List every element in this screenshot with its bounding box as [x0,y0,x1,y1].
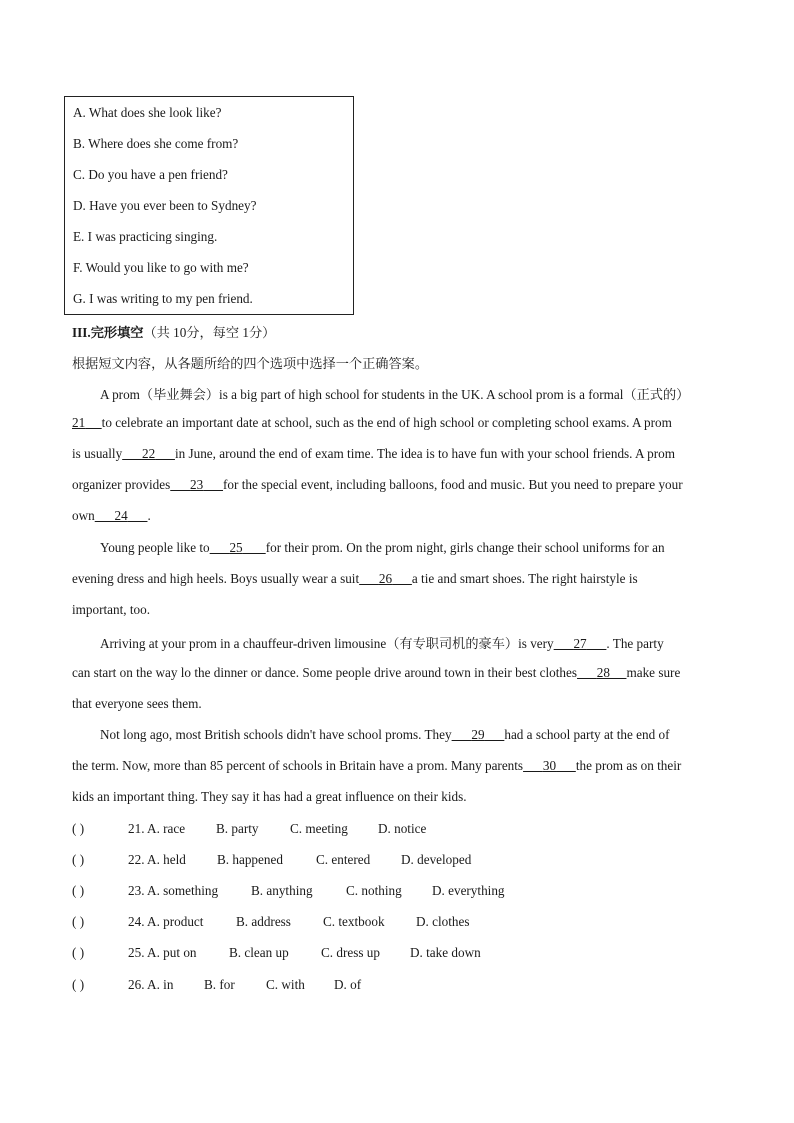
blank-24: 24 [114,508,128,523]
passage-line-8: important, too. [72,602,151,617]
options-box [64,96,354,315]
blank-25: 25 [229,540,243,555]
blank-22: 22 [141,446,156,461]
blank-21: 21 [72,415,86,430]
passage-line-12: Not long ago, most British schools didn't have school proms. They 29 had a school party at the end of [100,727,670,742]
question-23: ( ) 23. A. something B. anything C. nothing D. everything [72,883,505,898]
passage-line-13: the term. Now, more than 85 percent of schools in Britain have a prom. Many parents 30 the prom as on their [72,758,682,773]
answer-paren[interactable]: ( ) [72,914,85,929]
section-instruction: 根据短文内容，从各题所给的四个选项中选择一个正确答案。 [72,356,429,371]
option-f: F. Would you like to go with me? [73,260,249,275]
section-title: III.完形填空 [72,325,144,340]
passage-line-4: organizer provides 23 for the special event, including balloons, food and music. But you need to prepare your [72,477,683,492]
blank-28: 28 [596,665,610,680]
passage-line-10: can start on the way lo the dinner or dance. Some people drive around town in their best clothes 28 make sure [72,665,681,680]
passage-line-3: is usually 22 in June, around the end of exam time. The idea is to have fun with your school friends. A prom [72,446,675,461]
passage-line-1: A prom（毕业舞会）is a big part of high school for students in the UK. A school prom is a formal（正式的） [100,387,690,402]
answer-paren[interactable]: ( ) [72,852,85,867]
blank-26: 26 [378,571,393,586]
answer-paren[interactable]: ( ) [72,883,85,898]
option-d: D. Have you ever been to Sydney? [73,198,257,213]
passage-line-6: Young people like to 25 for their prom. On the prom night, girls change their school uniforms for an [100,540,665,555]
blank-30: 30 [542,758,557,773]
answer-paren[interactable]: ( ) [72,945,85,960]
question-24: ( ) 24. A. product B. address C. textbook D. clothes [72,914,470,929]
option-e: E. I was practicing singing. [73,229,218,244]
passage-line-5: own 24 . [72,508,151,523]
blank-23: 23 [190,477,204,492]
question-21: ( ) 21. A. race B. party C. meeting D. notice [72,821,427,836]
passage-line-7: evening dress and high heels. Boys usually wear a suit 26 a tie and smart shoes. The right hairstyle is [72,571,638,586]
option-b: B. Where does she come from? [73,136,239,151]
option-a: A. What does she look like? [73,105,222,120]
question-25: ( ) 25. A. put on B. clean up C. dress up D. take down [72,945,481,960]
answer-paren[interactable]: ( ) [72,977,85,992]
passage-line-11: that everyone sees them. [72,696,202,711]
option-g: G. I was writing to my pen friend. [73,291,253,306]
blank-29: 29 [471,727,485,742]
passage-line-14: kids an important thing. They say it has had a great influence on their kids. [72,789,467,804]
passage-line-2: 21 to celebrate an important date at school, such as the end of high school or completing school exams. A prom [72,415,672,430]
section-heading [72,322,275,341]
section-score: （共 10分，每空 1分） [143,325,276,340]
question-26: ( ) 26. A. in B. for C. with D. of [72,977,362,992]
answer-paren[interactable]: ( ) [72,821,85,836]
option-c: C. Do you have a pen friend? [73,167,228,182]
blank-27: 27 [573,636,587,651]
passage-line-9: Arriving at your prom in a chauffeur-driven limousine（有专职司机的豪车）is very 27 . The party [100,636,664,651]
question-22: ( ) 22. A. held B. happened C. entered D. developed [72,852,472,867]
